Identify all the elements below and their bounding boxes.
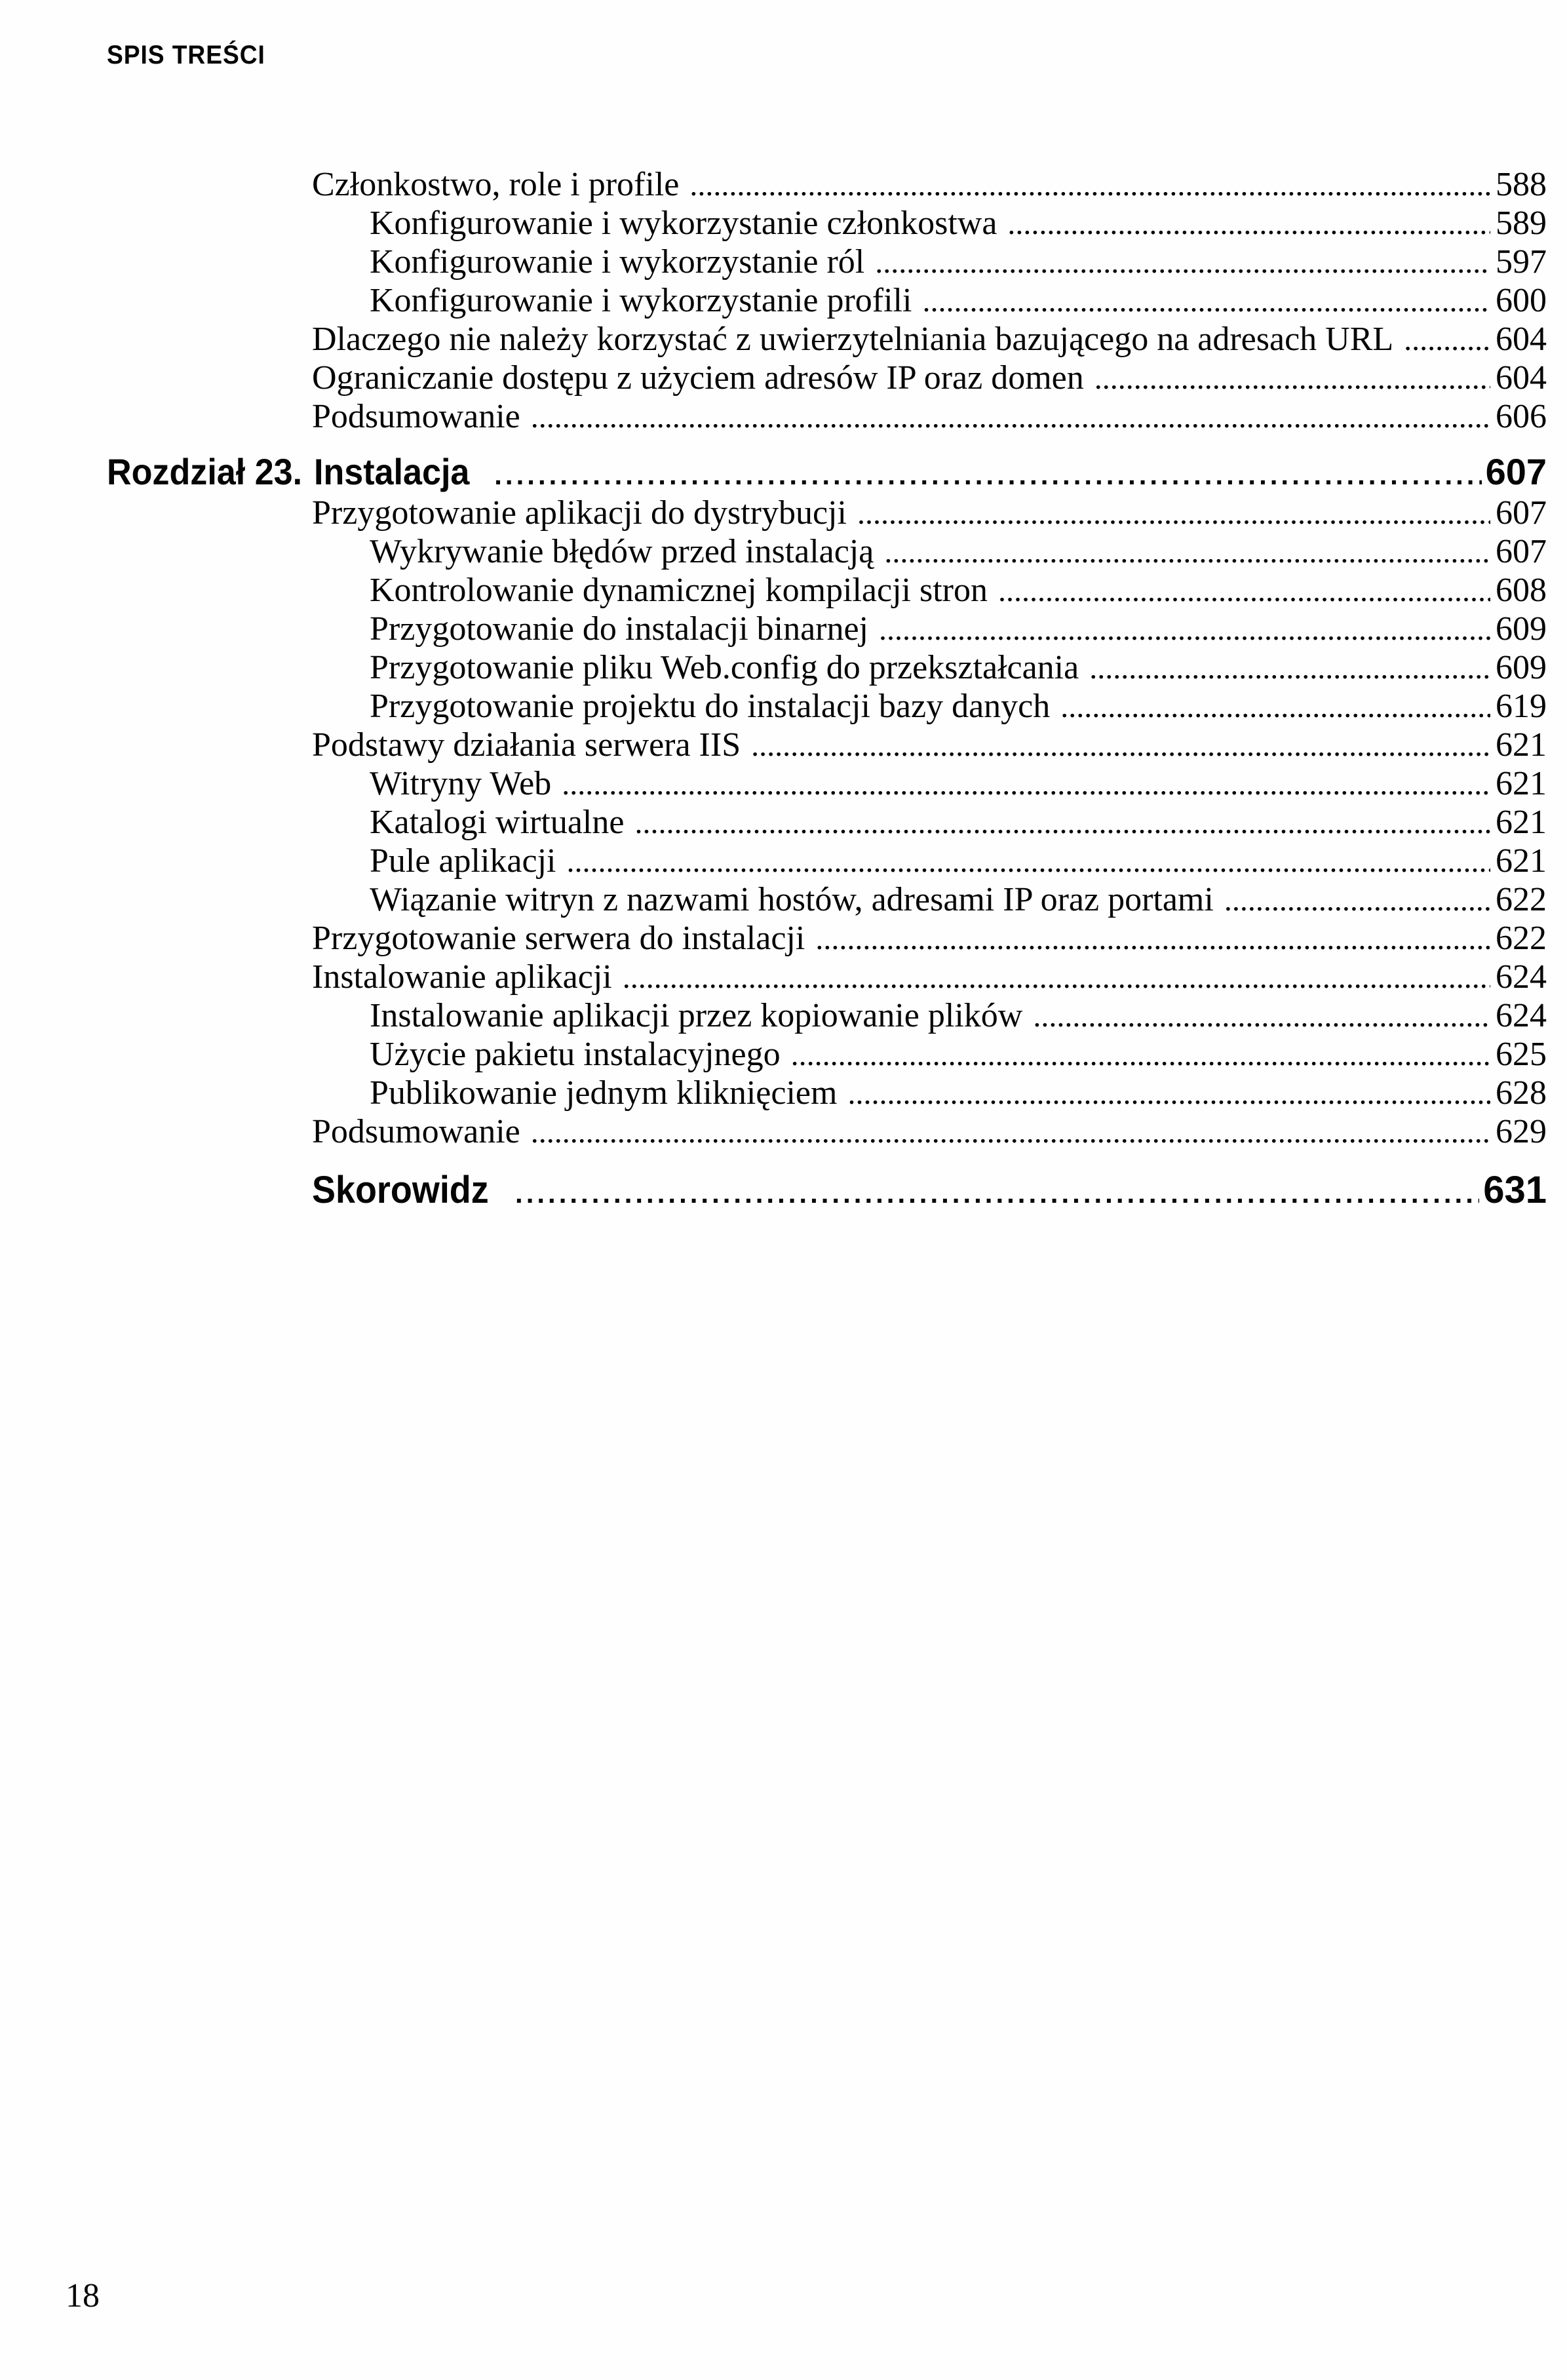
toc-entry-label: Podsumowanie (312, 1113, 520, 1150)
toc-entry-page: 607 (1496, 533, 1547, 570)
toc-entry (107, 320, 1547, 359)
toc-entry-label: Wykrywanie błędów przed instalacją (370, 533, 874, 570)
toc-entry (107, 532, 1547, 571)
toc-entry-label: Podsumowanie (312, 398, 520, 435)
dot-leader (857, 494, 1490, 533)
toc-entry-page: 624 (1496, 958, 1547, 996)
dot-leader (875, 243, 1490, 282)
toc-entry-page: 621 (1496, 765, 1547, 802)
toc-entry (107, 494, 1547, 532)
toc-entry (107, 1035, 1547, 1074)
dot-leader (847, 1074, 1490, 1113)
dot-leader (566, 842, 1490, 881)
toc-entry (107, 1074, 1547, 1112)
dot-leader (1224, 881, 1490, 920)
toc-entry-label: Członkostwo, role i profile (312, 166, 680, 203)
toc-entry-label: Instalowanie aplikacji (312, 958, 612, 996)
dot-leader (1007, 205, 1490, 243)
toc-entry-page: 606 (1496, 398, 1547, 435)
toc-entry-label: Konfigurowanie i wykorzystanie profili (370, 282, 912, 319)
toc-entry-page: 624 (1496, 997, 1547, 1034)
toc-entry-label: Kontrolowanie dynamicznej kompilacji stron (370, 572, 988, 609)
toc-entry-label: Publikowanie jednym kliknięciem (370, 1074, 838, 1112)
toc-entry-label: Konfigurowanie i wykorzystanie członkostwa (370, 205, 997, 242)
toc-entry-page: 588 (1496, 166, 1547, 203)
toc-entry-label: Dlaczego nie należy korzystać z uwierzytelniania bazującego na adresach URL (312, 321, 1394, 358)
dot-leader (531, 1113, 1490, 1152)
toc-entry-label: Podstawy działania serwera IIS (312, 726, 741, 764)
dot-leader (1089, 649, 1490, 688)
toc-index-row (107, 1167, 1547, 1214)
dot-leader (1033, 997, 1490, 1036)
toc-entry-page: 621 (1496, 726, 1547, 764)
dot-leader (879, 610, 1490, 649)
toc-entry-page: 604 (1496, 359, 1547, 397)
toc-chapter-row (107, 450, 1547, 494)
toc-entry (107, 571, 1547, 610)
toc-entry-label: Ograniczanie dostępu z użyciem adresów IP oraz domen (312, 359, 1084, 397)
toc-entry (107, 996, 1547, 1035)
toc-entry-page: 622 (1496, 920, 1547, 957)
dot-leader (1094, 359, 1490, 398)
toc-entry (107, 204, 1547, 243)
toc-entry (107, 803, 1547, 842)
dot-leader (1404, 321, 1490, 359)
toc-entry-page: 607 (1496, 494, 1547, 532)
toc-entry (107, 764, 1547, 803)
toc-entry (107, 359, 1547, 397)
dot-leader (562, 765, 1490, 804)
chapter-page: 607 (1485, 451, 1547, 492)
dot-leader (751, 726, 1490, 765)
toc-entry-page: 600 (1496, 282, 1547, 319)
toc-entry (107, 397, 1547, 436)
dot-leader (494, 454, 1481, 497)
toc-entry (107, 726, 1547, 764)
index-page: 631 (1483, 1169, 1547, 1211)
dot-leader (815, 920, 1490, 958)
toc-entry (107, 648, 1547, 687)
page-number: 18 (66, 2277, 100, 2314)
toc-entry (107, 165, 1547, 204)
toc-entry-page: 608 (1496, 572, 1547, 609)
toc-entry (107, 919, 1547, 958)
dot-leader (634, 804, 1490, 842)
toc-entry-page: 604 (1496, 321, 1547, 358)
dot-leader (791, 1036, 1490, 1074)
toc-entry-page: 628 (1496, 1074, 1547, 1112)
dot-leader (623, 958, 1490, 997)
dot-leader (884, 533, 1490, 572)
toc-entry-label: Przygotowanie projektu do instalacji bazy danych (370, 688, 1051, 725)
toc-entry-label: Użycie pakietu instalacyjnego (370, 1036, 781, 1073)
toc-entry-page: 622 (1496, 881, 1547, 918)
toc-entry-page: 625 (1496, 1036, 1547, 1073)
toc-entry-label: Katalogi wirtualne (370, 804, 625, 841)
dot-leader (1060, 688, 1490, 726)
toc-entry-page: 629 (1496, 1113, 1547, 1150)
toc-entry-label: Przygotowanie pliku Web.config do przekształcania (370, 649, 1079, 686)
toc-entry-label: Konfigurowanie i wykorzystanie ról (370, 243, 865, 281)
toc-entry (107, 880, 1547, 919)
chapter-title: Instalacja (314, 451, 470, 492)
toc-entry-page: 621 (1496, 842, 1547, 880)
toc-entry-page: 621 (1496, 804, 1547, 841)
chapter-number-label: Rozdział 23. (107, 451, 303, 492)
toc-list (107, 165, 1547, 1214)
toc-entry-label: Witryny Web (370, 765, 552, 802)
dot-leader (689, 166, 1490, 205)
toc-entry-label: Przygotowanie aplikacji do dystrybucji (312, 494, 847, 532)
toc-entry-label: Przygotowanie do instalacji binarnej (370, 610, 869, 648)
toc-entry-page: 589 (1496, 205, 1547, 242)
dot-leader (998, 572, 1490, 610)
toc-entry-label: Pule aplikacji (370, 842, 556, 880)
dot-leader (515, 1170, 1479, 1217)
toc-entry (107, 842, 1547, 880)
dot-leader (922, 282, 1490, 321)
toc-entry-label: Przygotowanie serwera do instalacji (312, 920, 805, 957)
toc-entry-page: 619 (1496, 688, 1547, 725)
toc-entry (107, 281, 1547, 320)
toc-entry-label: Wiązanie witryn z nazwami hostów, adresami IP oraz portami (370, 881, 1214, 918)
toc-entry-page: 609 (1496, 610, 1547, 648)
toc-entry-label: Instalowanie aplikacji przez kopiowanie plików (370, 997, 1023, 1034)
running-header: SPIS TREŚCI (107, 41, 265, 69)
toc-entry (107, 687, 1547, 726)
toc-entry (107, 958, 1547, 996)
toc-entry-page: 609 (1496, 649, 1547, 686)
index-title: Skorowidz (312, 1169, 489, 1211)
toc-entry-page: 597 (1496, 243, 1547, 281)
toc-entry (107, 243, 1547, 281)
dot-leader (531, 398, 1490, 437)
toc-entry (107, 1112, 1547, 1151)
toc-entry (107, 610, 1547, 648)
